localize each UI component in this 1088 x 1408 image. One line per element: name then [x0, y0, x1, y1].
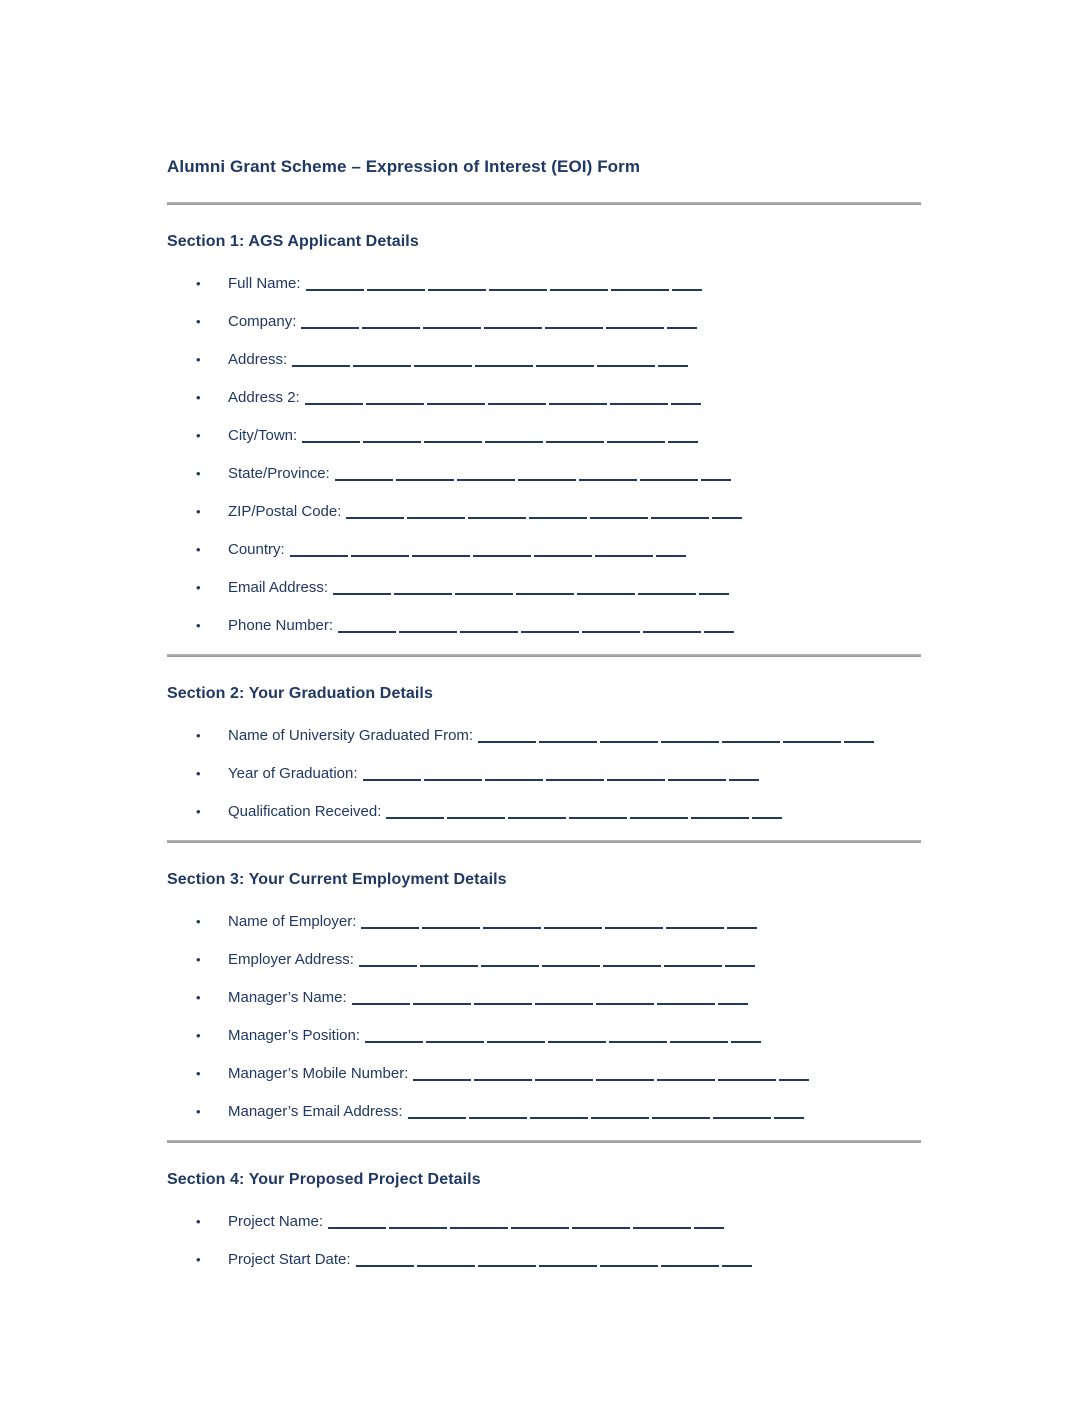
form-field-row	[167, 1250, 921, 1270]
bullet-icon: •	[196, 276, 201, 291]
blank-fill-line	[386, 805, 782, 819]
blank-fill-line	[346, 505, 742, 519]
form-field-row	[167, 988, 921, 1008]
blank-fill-line	[413, 1067, 809, 1081]
form-field-row	[167, 764, 921, 784]
field-label: Full Name:	[228, 275, 301, 292]
field-label: Manager’s Name:	[228, 989, 347, 1006]
field-label: Company:	[228, 313, 297, 330]
form-field-row	[167, 616, 921, 636]
form-field-row	[167, 464, 921, 484]
form-section	[167, 202, 921, 636]
bullet-icon: •	[196, 1252, 201, 1267]
section-divider-rule	[167, 202, 921, 205]
blank-fill-line	[302, 429, 698, 443]
field-label: State/Province:	[228, 465, 330, 482]
blank-fill-line	[301, 315, 697, 329]
form-field-row	[167, 274, 921, 294]
field-label: Project Start Date:	[228, 1251, 351, 1268]
blank-fill-line	[292, 353, 688, 367]
field-label: Name of University Graduated From:	[228, 727, 474, 744]
field-label: Year of Graduation:	[228, 765, 358, 782]
field-label: Country:	[228, 541, 285, 558]
blank-fill-line	[306, 277, 702, 291]
bullet-icon: •	[196, 428, 201, 443]
bullet-icon: •	[196, 466, 201, 481]
bullet-icon: •	[196, 504, 201, 519]
blank-fill-line	[338, 619, 734, 633]
form-field-row	[167, 578, 921, 598]
blank-fill-line	[478, 729, 874, 743]
section-heading: Section 4: Your Proposed Project Details	[167, 1171, 481, 1188]
sections-container	[167, 202, 921, 1270]
field-label: Employer Address:	[228, 951, 354, 968]
bullet-icon: •	[196, 618, 201, 633]
bullet-icon: •	[196, 766, 201, 781]
form-field-row	[167, 1026, 921, 1046]
bullet-icon: •	[196, 1214, 201, 1229]
bullet-icon: •	[196, 390, 201, 405]
field-label: Manager’s Mobile Number:	[228, 1065, 409, 1082]
bullet-icon: •	[196, 952, 201, 967]
blank-fill-line	[333, 581, 729, 595]
field-label: Manager’s Email Address:	[228, 1103, 403, 1120]
form-field-row	[167, 312, 921, 332]
form-field-row	[167, 802, 921, 822]
bullet-icon: •	[196, 352, 201, 367]
form-field-row	[167, 540, 921, 560]
field-list	[167, 912, 921, 1122]
blank-fill-line	[359, 953, 755, 967]
field-list	[167, 1212, 921, 1270]
field-label: Project Name:	[228, 1213, 324, 1230]
field-label: Qualification Received:	[228, 803, 382, 820]
blank-fill-line	[290, 543, 686, 557]
document-title: Alumni Grant Scheme – Expression of Interest (EOI) Form	[167, 157, 641, 176]
form-field-row	[167, 1102, 921, 1122]
form-field-row	[167, 1212, 921, 1232]
section-divider-rule	[167, 840, 921, 843]
form-section	[167, 1140, 921, 1270]
bullet-icon: •	[196, 728, 201, 743]
blank-fill-line	[328, 1215, 724, 1229]
bullet-icon: •	[196, 1028, 201, 1043]
bullet-icon: •	[196, 914, 201, 929]
bullet-icon: •	[196, 1104, 201, 1119]
bullet-icon: •	[196, 542, 201, 557]
form-field-row	[167, 350, 921, 370]
section-divider-rule	[167, 654, 921, 657]
bullet-icon: •	[196, 314, 201, 329]
field-label: Name of Employer:	[228, 913, 357, 930]
field-list	[167, 274, 921, 636]
field-label: City/Town:	[228, 427, 298, 444]
section-heading: Section 2: Your Graduation Details	[167, 685, 433, 702]
section-heading: Section 3: Your Current Employment Details	[167, 871, 507, 888]
field-list	[167, 726, 921, 822]
bullet-icon: •	[196, 1066, 201, 1081]
form-field-row	[167, 726, 921, 746]
field-label: Manager’s Position:	[228, 1027, 361, 1044]
blank-fill-line	[352, 991, 748, 1005]
section-heading: Section 1: AGS Applicant Details	[167, 233, 419, 250]
form-field-row	[167, 388, 921, 408]
blank-fill-line	[361, 915, 757, 929]
bullet-icon: •	[196, 804, 201, 819]
field-label: ZIP/Postal Code:	[228, 503, 342, 520]
section-divider-rule	[167, 1140, 921, 1143]
bullet-icon: •	[196, 580, 201, 595]
form-field-row	[167, 1064, 921, 1084]
bullet-icon: •	[196, 990, 201, 1005]
blank-fill-line	[408, 1105, 804, 1119]
blank-fill-line	[305, 391, 701, 405]
form-section	[167, 654, 921, 822]
blank-fill-line	[356, 1253, 752, 1267]
field-label: Address 2:	[228, 389, 300, 406]
form-field-row	[167, 502, 921, 522]
field-label: Address:	[228, 351, 288, 368]
blank-fill-line	[363, 767, 759, 781]
form-section	[167, 840, 921, 1122]
field-label: Email Address:	[228, 579, 329, 596]
form-field-row	[167, 912, 921, 932]
form-field-row	[167, 426, 921, 446]
form-field-row	[167, 950, 921, 970]
blank-fill-line	[365, 1029, 761, 1043]
field-label: Phone Number:	[228, 617, 334, 634]
blank-fill-line	[335, 467, 731, 481]
